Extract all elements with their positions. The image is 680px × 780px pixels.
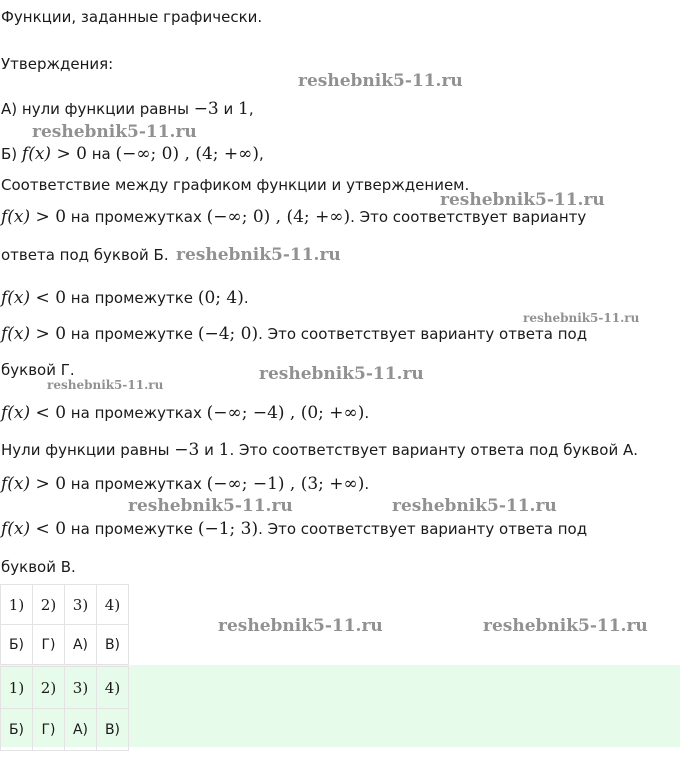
table-cell: Г) bbox=[33, 625, 65, 665]
watermark: reshebnik5-11.ru bbox=[523, 311, 640, 325]
watermark: reshebnik5-11.ru bbox=[440, 190, 605, 210]
table-cell: 2) bbox=[33, 667, 65, 709]
table-cell: 3) bbox=[65, 667, 97, 709]
answer-table-numbers-row bbox=[1, 667, 129, 709]
solution-line-7b: буквой В. bbox=[1, 558, 76, 576]
watermark: reshebnik5-11.ru bbox=[32, 122, 197, 142]
correspondence-text: Соответствие между графиком функции и утверждением. bbox=[1, 176, 470, 194]
statement-a: А) нули функции равны −3 и 1, bbox=[1, 99, 254, 119]
solution-line-5: Нули функции равны −3 и 1. Это соответствует варианту ответа под буквой А. bbox=[1, 440, 638, 460]
solution-line-3b: буквой Г. bbox=[1, 361, 75, 379]
watermark: reshebnik5-11.ru bbox=[259, 364, 424, 384]
watermark: reshebnik5-11.ru bbox=[128, 496, 293, 516]
watermark: reshebnik5-11.ru bbox=[392, 496, 557, 516]
statements-heading: Утверждения: bbox=[1, 55, 114, 73]
answer-table-highlighted bbox=[0, 666, 129, 751]
page-title: Функции, заданные графически. bbox=[1, 8, 263, 26]
table-cell: А) bbox=[65, 625, 97, 665]
answer-table-letters-row bbox=[1, 709, 129, 751]
solution-line-2: f(x) < 0 на промежутке (0; 4). bbox=[1, 288, 249, 308]
watermark: reshebnik5-11.ru bbox=[47, 378, 164, 392]
table-cell: В) bbox=[97, 709, 129, 751]
watermark: reshebnik5-11.ru bbox=[298, 71, 463, 91]
table-cell: Б) bbox=[1, 709, 33, 751]
solution-line-1b: ответа под буквой Б. bbox=[1, 246, 169, 264]
table-cell: Б) bbox=[1, 625, 33, 665]
table-cell: 4) bbox=[97, 585, 129, 625]
table-cell: 4) bbox=[97, 667, 129, 709]
answer-table-numbers-row bbox=[1, 585, 129, 625]
watermark: reshebnik5-11.ru bbox=[218, 616, 383, 636]
table-cell: 1) bbox=[1, 585, 33, 625]
table-cell: 1) bbox=[1, 667, 33, 709]
table-cell: Г) bbox=[33, 709, 65, 751]
table-cell: 3) bbox=[65, 585, 97, 625]
table-cell: А) bbox=[65, 709, 97, 751]
solution-line-4: f(x) < 0 на промежутках (−∞; −4) , (0; +∞). bbox=[1, 403, 370, 423]
statement-b: Б) f(x) > 0 на (−∞; 0) , (4; +∞), bbox=[1, 144, 264, 164]
solution-line-3: f(x) > 0 на промежутке (−4; 0). Это соответствует варианту ответа под bbox=[1, 324, 588, 344]
answer-table-letters-row bbox=[1, 625, 129, 665]
table-cell: 2) bbox=[33, 585, 65, 625]
answer-table bbox=[0, 584, 129, 665]
solution-line-6: f(x) > 0 на промежутках (−∞; −1) , (3; +∞). bbox=[1, 474, 370, 494]
solution-line-7: f(x) < 0 на промежутке (−1; 3). Это соответствует варианту ответа под bbox=[1, 519, 588, 539]
table-cell: В) bbox=[97, 625, 129, 665]
watermark: reshebnik5-11.ru bbox=[483, 616, 648, 636]
watermark: reshebnik5-11.ru bbox=[176, 245, 341, 265]
solution-line-1: f(x) > 0 на промежутках (−∞; 0) , (4; +∞). Это соответствует варианту bbox=[1, 207, 587, 227]
